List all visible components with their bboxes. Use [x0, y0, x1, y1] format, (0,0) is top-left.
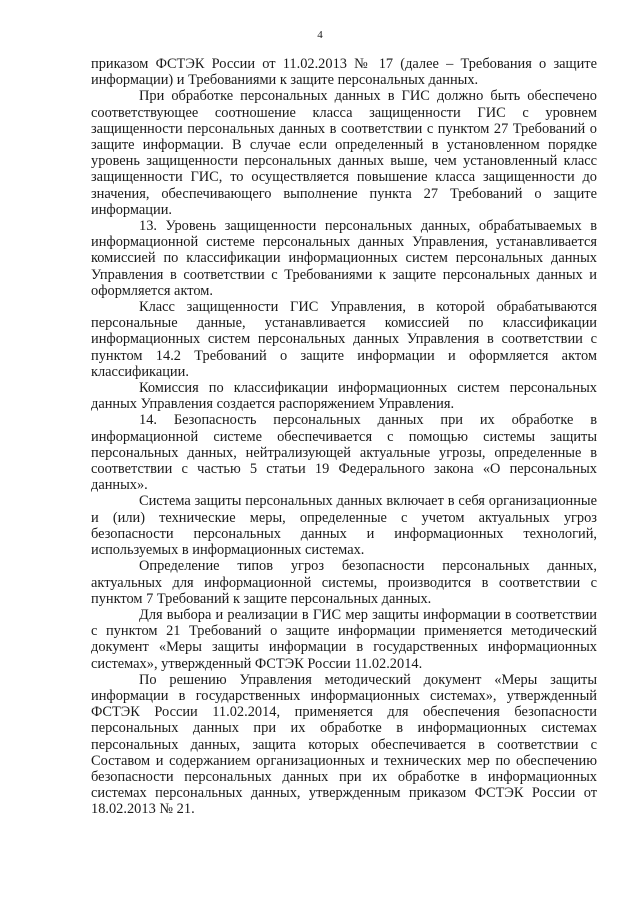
- paragraph-methodical-document: По решению Управления методический документ «Меры защиты информации в государственных информационных системах», утвержденный ФСТЭК России 11.02.2014, применяется для обеспечения безопасности персональных данных при их обработке в информационных системах персональных данных, защита которых обеспечивается в соответствии с Составом и содержанием организационных и технических мер по обеспечению безопасности персональных данных при их обработке в информационных системах персональных данных, утвержденным приказом ФСТЭК России от 18.02.2013 № 21.: [91, 671, 597, 818]
- paragraph-threat-types: Определение типов угроз безопасности персональных данных, актуальных для информационной системы, производится в соответствии с пунктом 7 Требований к защите персональных данных.: [91, 558, 597, 607]
- paragraph-gis-protection-ratio: При обработке персональных данных в ГИС должно быть обеспечено соответствующее соотношение класса защищенности ГИС с уровнем защищенности персональных данных в соответствии с пунктом 27 Требований о защите информации. В случае если определенный в установленном порядке уровень защищенности персональных данных выше, чем установленный класс защищенности ГИС, то осуществляется повышение класса защищенности до значения, обеспечивающего выполнение пункта 27 Требований о защите информации.: [91, 88, 597, 218]
- page-number: 4: [317, 29, 323, 41]
- paragraph-14-security: 14. Безопасность персональных данных при их обработке в информационной системе обеспечивается с помощью системы защиты персональных данных, нейтрализующей актуальные угрозы, определенные в соответствии с частью 5 статьи 19 Федерального закона «О персональных данных».: [91, 412, 597, 494]
- paragraph-13-protection-level: 13. Уровень защищенности персональных данных, обрабатываемых в информационной системе персональных данных Управления, устанавливается комиссией по классификации информационных систем персональных данных Управления в соответствии с Требованиями к защите персональных данных и оформляется актом.: [91, 218, 597, 299]
- paragraph-commission: Комиссия по классификации информационных систем персональных данных Управления создается распоряжением Управления.: [91, 380, 597, 413]
- paragraph-measures-selection: Для выбора и реализации в ГИС мер защиты информации в соответствии с пунктом 21 Требований о защите информации применяется методический документ «Меры защиты информации в государственных информационных системах», утвержденный ФСТЭК России 11.02.2014.: [91, 606, 597, 672]
- paragraph-protection-system: Система защиты персональных данных включает в себя организационные и (или) технические меры, определенные с учетом актуальных угроз безопасности персональных данных и информационных технологий, используемых в информационных системах.: [91, 493, 597, 559]
- document-body: [91, 56, 597, 818]
- paragraph-continuation: приказом ФСТЭК России от 11.02.2013 № 17 (далее – Требования о защите информации) и Требованиями к защите персональных данных.: [91, 56, 597, 89]
- paragraph-gis-class: Класс защищенности ГИС Управления, в которой обрабатываются персональные данные, устанавливается комиссией по классификации информационных систем персональных данных Управления в соответствии с пунктом 14.2 Требований о защите информации и оформляется актом классификации.: [91, 299, 597, 380]
